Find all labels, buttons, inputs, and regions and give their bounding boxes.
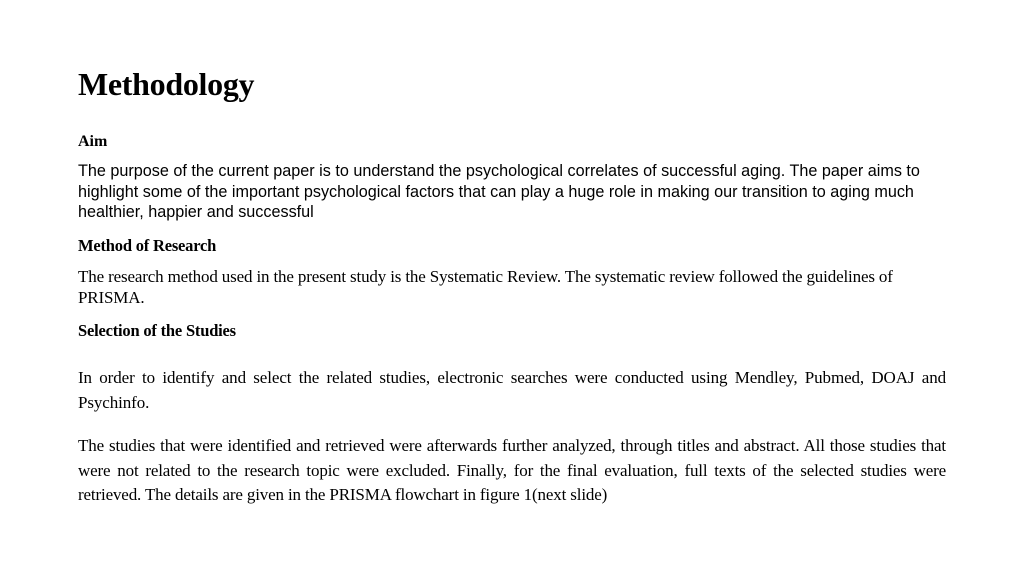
selection-paragraph-2: The studies that were identified and retrieved were afterwards further analyzed, through titles and abstract. All those studies that were not related to the research topic were excluded. Finally, for the final evaluation, full texts of the selected studies were retrieved. The details are given in the PRISMA flowchart in figure 1(next slide) [78, 436, 946, 504]
selection-heading: Selection of the Studies [78, 321, 236, 340]
selection-paragraph-1: In order to identify and select the related studies, electronic searches were conducted using Mendley, Pubmed, DOAJ and Psychinfo. [78, 368, 946, 412]
method-text: The research method used in the present study is the Systematic Review. The systematic review followed the guidelines of PRISMA. [78, 267, 893, 307]
aim-heading: Aim [78, 133, 108, 150]
slide-title: Methodology [78, 66, 255, 102]
method-heading: Method of Research [78, 236, 217, 255]
aim-text: The purpose of the current paper is to understand the psychological correlates of successful aging. The paper aims to highlight some of the important psychological factors that can play a huge role in making our transition to aging much healthier, happier and successful [78, 162, 920, 221]
